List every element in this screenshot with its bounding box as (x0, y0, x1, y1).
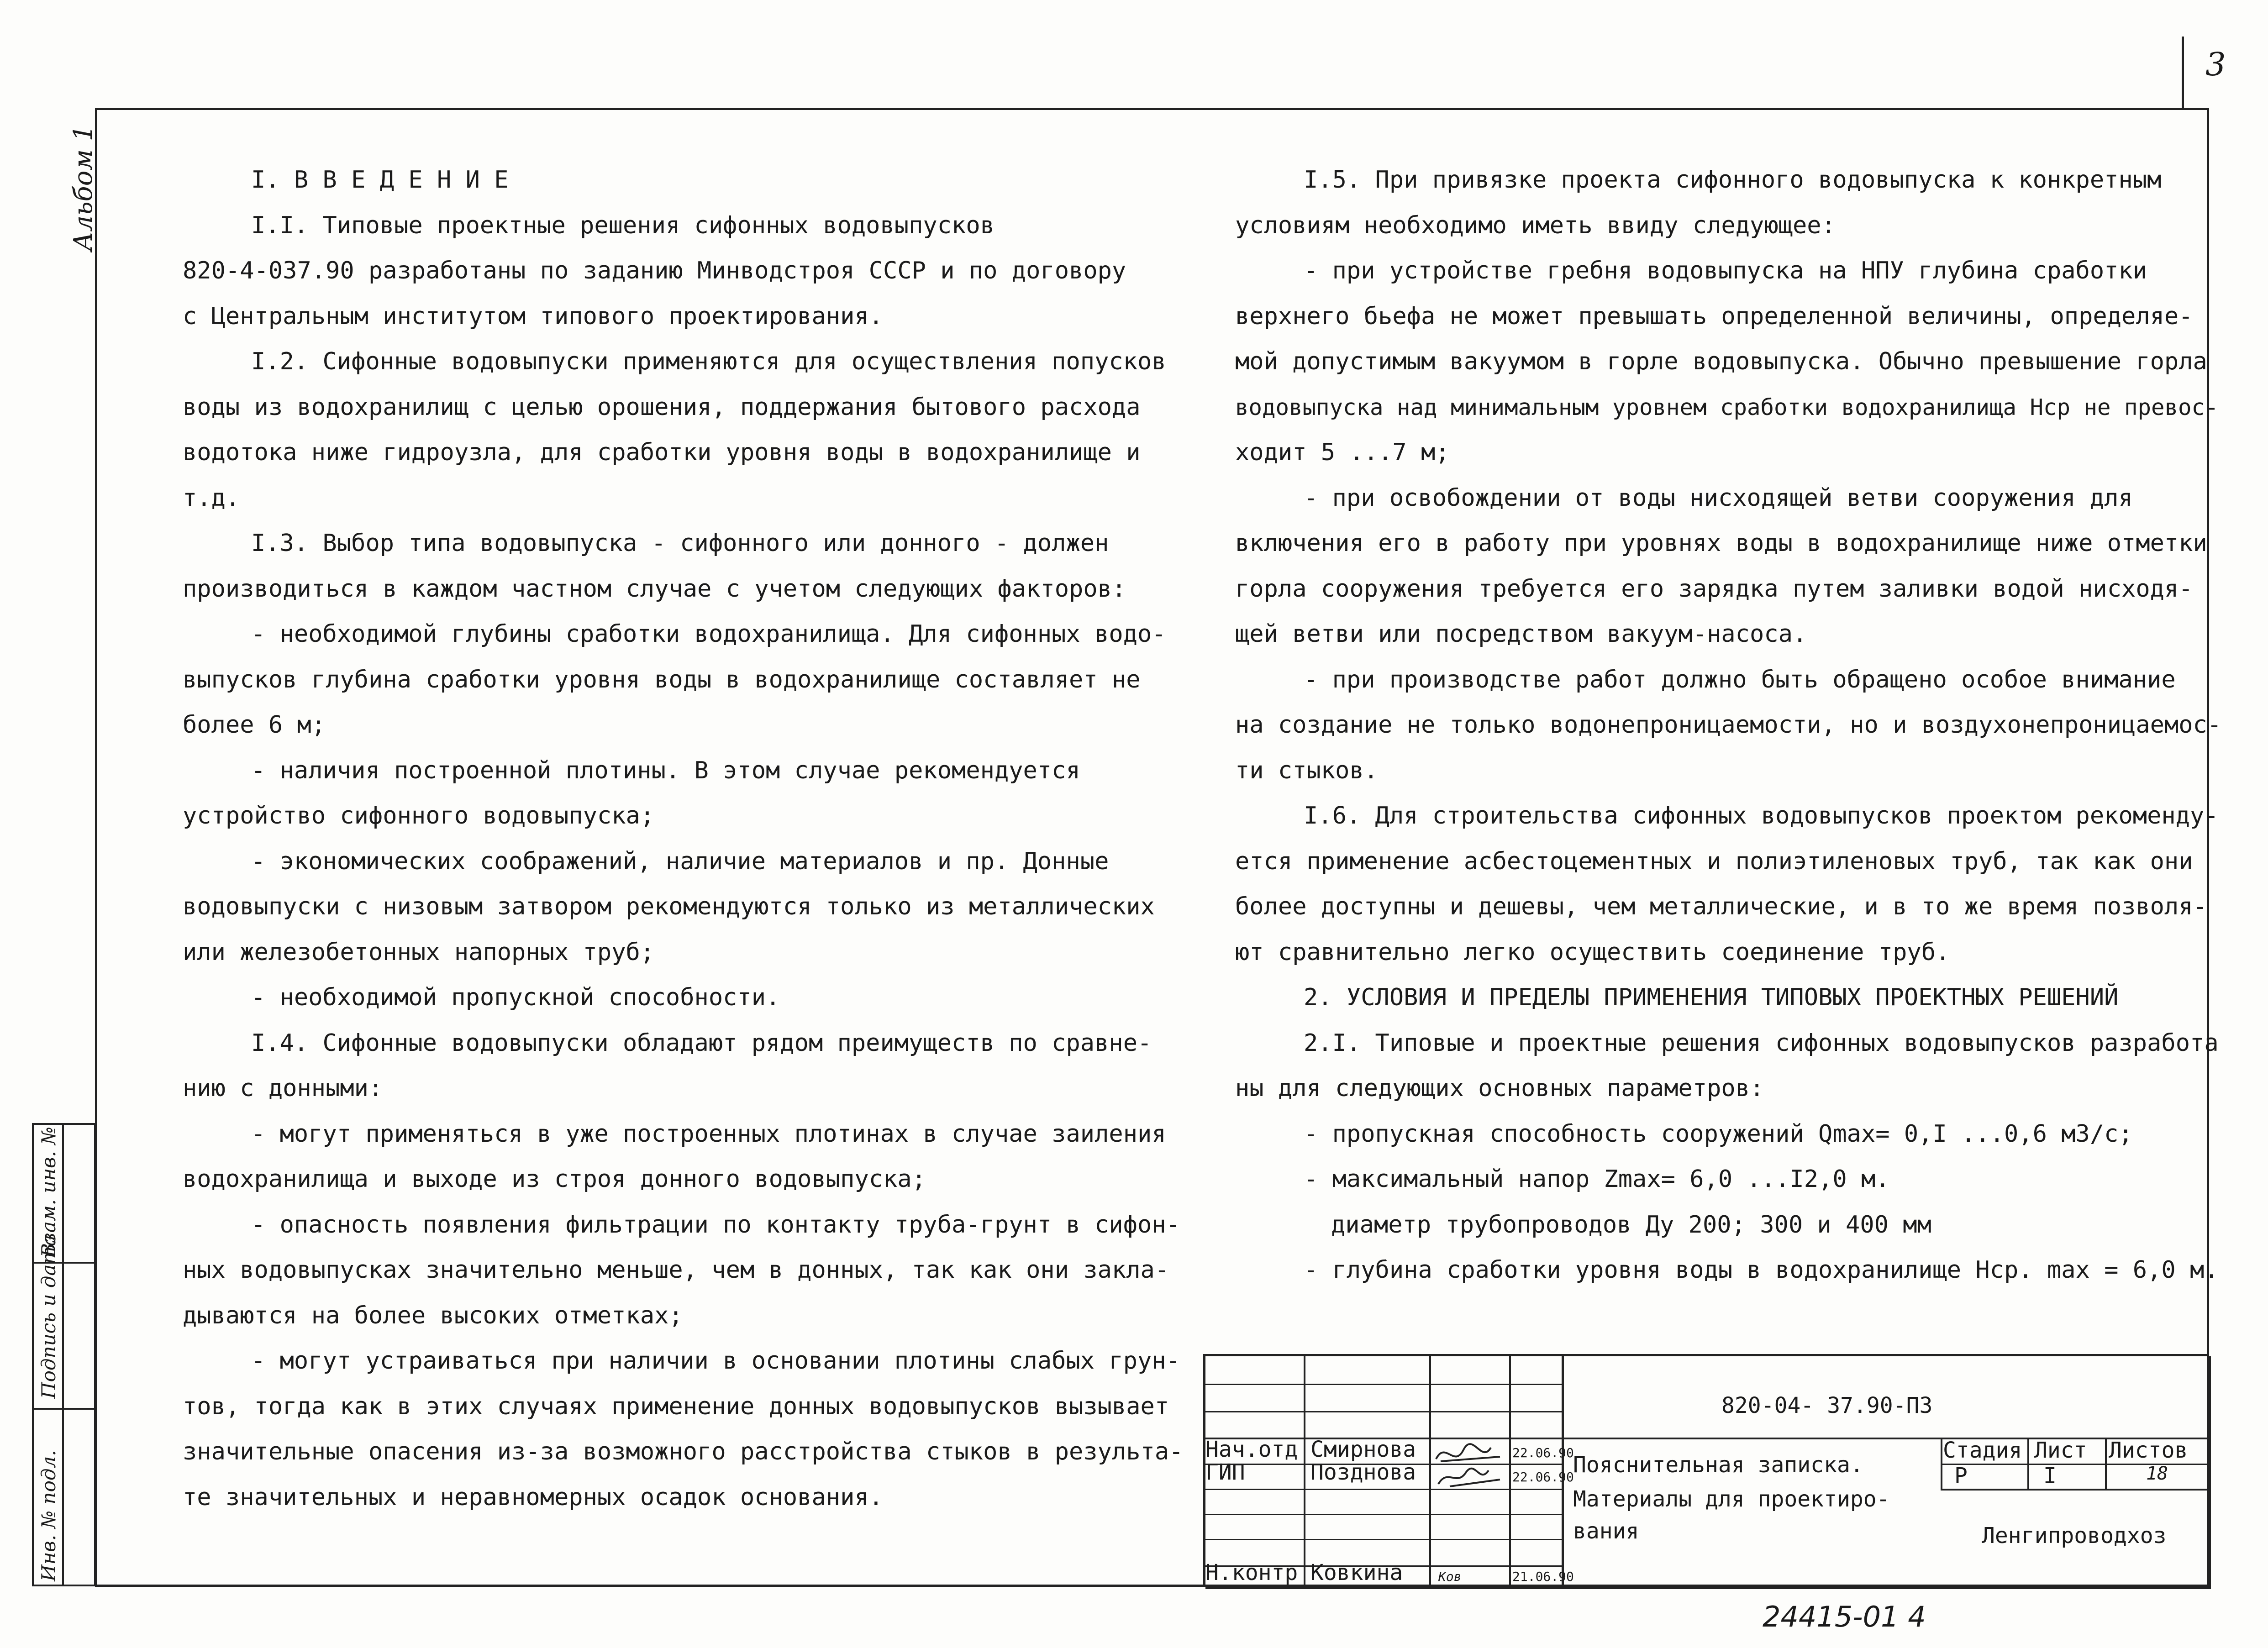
paragraph-line: ны для следующих основных параметров: (1235, 1075, 1764, 1102)
section-heading: I. В В Е Д Е Н И Е (251, 166, 509, 194)
paragraph-line: водотока ниже гидроузла, для сработки уровня воды в водохранилище и (183, 439, 1141, 466)
paragraph-line: выпусков глубина сработки уровня воды в водохранилище составляет не (183, 666, 1141, 693)
date-1: 22.06.90 (1512, 1445, 1574, 1460)
paragraph-line: дываются на более высоких отметках; (183, 1302, 683, 1329)
paragraph-line: более доступны и дешевы, чем металлические, и в то же время позволя- (1235, 893, 2207, 920)
role-nach-otd: Нач.отд (1205, 1437, 1298, 1462)
paragraph-line: - могут применяться в уже построенных плотинах в случае заиления (251, 1120, 1166, 1148)
sheets-head: Листов (2109, 1438, 2188, 1463)
signature-kovkina: Ков (1438, 1569, 1462, 1584)
paragraph-line: - опасность появления фильтрации по контакту труба-грунт в сифон- (251, 1211, 1180, 1239)
inv-podl-label: Инв. № подл. (37, 1450, 60, 1581)
name-kovkina: Ковкина (1310, 1560, 1403, 1585)
paragraph-line: I.2. Сифонные водовыпуски применяются для осуществления попусков (251, 348, 1166, 375)
paragraph-line: - при освобождении от воды нисходящей ветви сооружения для (1304, 484, 2133, 512)
paragraph-line: ти стыков. (1235, 756, 1379, 784)
paragraph-line: т.д. (183, 484, 240, 512)
paragraph-line: воды из водохранилищ с целью орошения, поддержания бытового расхода (183, 393, 1141, 421)
paragraph-line: устройство сифонного водовыпуска; (183, 802, 655, 829)
name-pozdnova: Позднова (1310, 1459, 1416, 1485)
paragraph-line: или железобетонных напорных труб; (183, 938, 655, 966)
paragraph-line: мой допустимым вакуумом в горле водовыпуска. Обычно превышение горла (1235, 348, 2207, 375)
name-smirnova: Смирнова (1310, 1437, 1416, 1462)
stamp-title-2: Материалы для проектиро- (1573, 1486, 1890, 1512)
paragraph-line: I.4. Сифонные водовыпуски обладают рядом преимуществ по сравне- (251, 1029, 1152, 1057)
parameter-line: - максимальный напор Zmax= 6,0 ...I2,0 м. (1304, 1165, 1890, 1193)
role-n-kontr: Н.контр (1205, 1560, 1298, 1585)
paragraph-line: с Центральным институтом типового проектирования. (183, 302, 884, 330)
right-column (1235, 157, 2221, 1293)
paragraph-line: 2.I. Типовые и проектные решения сифонных водовыпусков разработа (1304, 1029, 2219, 1057)
paragraph-line: - могут устраиваться при наличии в основании плотины слабых грун- (251, 1347, 1180, 1375)
role-gip: ГИП (1205, 1459, 1245, 1485)
paragraph-line: верхнего бьефа не может превышать определенной величины, определяе- (1235, 302, 2193, 330)
paragraph-line: водовыпуска над минимальным уровнем сработки водохранилища Нср не превос- (1235, 394, 2219, 420)
page-number: 3 (2205, 46, 2226, 83)
page-number-divider (2182, 37, 2184, 110)
title-block (1203, 1354, 2209, 1587)
doc-code: 820-04- 37.90-ПЗ (1721, 1393, 1933, 1418)
paragraph-line: 820-4-037.90 разработаны по заданию Минводстроя СССР и по договору (183, 257, 1126, 284)
organization: Ленгипроводхоз (1982, 1523, 2167, 1548)
stamp-title-3: вания (1573, 1518, 1639, 1544)
sheets-value: 18 (2146, 1463, 2168, 1484)
parameter-line: - пропускная способность сооружений Qmax= 0,I ...0,6 м3/с; (1304, 1120, 2133, 1148)
parameter-line: - глубина сработки уровня воды в водохранилище Нср. max = 6,0 м. (1304, 1256, 2219, 1284)
paragraph-line: ют сравнительно легко осуществить соединение труб. (1235, 938, 1950, 966)
paragraph-line: значительные опасения из-за возможного расстройства стыков в результа- (183, 1438, 1184, 1465)
signatures-drawing (1431, 1441, 1509, 1491)
paragraph-line: I.5. При привязке проекта сифонного водовыпуска к конкретным (1304, 166, 2162, 194)
archive-number: 24415-01 4 (1763, 1600, 1926, 1633)
album-label (68, 114, 100, 251)
paragraph-line: производиться в каждом частном случае с учетом следующих факторов: (183, 575, 1126, 603)
paragraph-line: - наличия построенной плотины. В этом случае рекомендуется (251, 756, 1080, 784)
paragraph-line: условиям необходимо иметь ввиду следующее: (1235, 211, 1836, 239)
paragraph-line: I.3. Выбор типа водовыпуска - сифонного или донного - должен (251, 530, 1109, 557)
paragraph-line: более 6 м; (183, 711, 326, 739)
paragraph-line: те значительных и неравномерных осадок основания. (183, 1483, 884, 1511)
paragraph-line: - необходимой глубины сработки водохранилища. Для сифонных водо- (251, 620, 1166, 648)
paragraph-line: тов, тогда как в этих случаях применение донных водовыпусков вызывает (183, 1392, 1169, 1420)
sheet-head: Лист (2034, 1438, 2087, 1463)
left-column (183, 157, 1183, 1520)
paragraph-line: I.I. Типовые проектные решения сифонных водовыпусков (251, 211, 995, 239)
paragraph-line: I.6. Для строительства сифонных водовыпусков проектом рекоменду- (1304, 802, 2219, 829)
vzam-label: Взам. инв. № (37, 1127, 60, 1257)
album-label-text: Альбом 1 (68, 125, 98, 251)
stage-head: Стадия (1943, 1438, 2022, 1463)
paragraph-line: на создание не только водонепроницаемости, но и воздухонепроницаемос- (1235, 711, 2222, 739)
paragraph-line: водовыпуски с низовым затвором рекомендуются только из металлических (183, 893, 1155, 920)
paragraph-line: водохранилища и выходе из строя донного водовыпуска; (183, 1165, 926, 1193)
date-2: 22.06.90 (1512, 1470, 1574, 1485)
paragraph-line: ется применение асбестоцементных и полиэтиленовых труб, так как они (1235, 847, 2193, 875)
paragraph-line: щей ветви или посредством вакуум-насоса. (1235, 620, 1807, 648)
parameter-line: диаметр трубопроводов Ду 200; 300 и 400 мм (1331, 1211, 1931, 1239)
date-3: 21.06.90 (1512, 1569, 1574, 1584)
paragraph-line: - экономических соображений, наличие материалов и пр. Донные (251, 847, 1109, 875)
sheet-value: I (2043, 1463, 2057, 1489)
podpis-label: Подпись и дата (37, 1234, 60, 1399)
stamp-title-1: Пояснительная записка. (1573, 1452, 1863, 1478)
paragraph-line: - необходимой пропускной способности. (251, 984, 780, 1011)
paragraph-line: ных водовыпусках значительно меньше, чем в донных, так как они закла- (183, 1256, 1169, 1284)
paragraph-line: горла сооружения требуется его зарядка путем заливки водой нисходя- (1235, 575, 2193, 603)
paragraph-line: нию с донными: (183, 1075, 383, 1102)
paragraph-line: - при устройстве гребня водовыпуска на НПУ глубина сработки (1304, 257, 2147, 284)
side-stamp-table (32, 1123, 96, 1586)
paragraph-line: - при производстве работ должно быть обращено особое внимание (1304, 666, 2176, 693)
paragraph-line: включения его в работу при уровнях воды в водохранилище ниже отметки (1235, 530, 2207, 557)
section-heading: 2. УСЛОВИЯ И ПРЕДЕЛЫ ПРИМЕНЕНИЯ ТИПОВЫХ ПРОЕКТНЫХ РЕШЕНИЙ (1304, 984, 2119, 1011)
stage-value: Р (1954, 1463, 1968, 1489)
paragraph-line: ходит 5 ...7 м; (1235, 439, 1450, 466)
